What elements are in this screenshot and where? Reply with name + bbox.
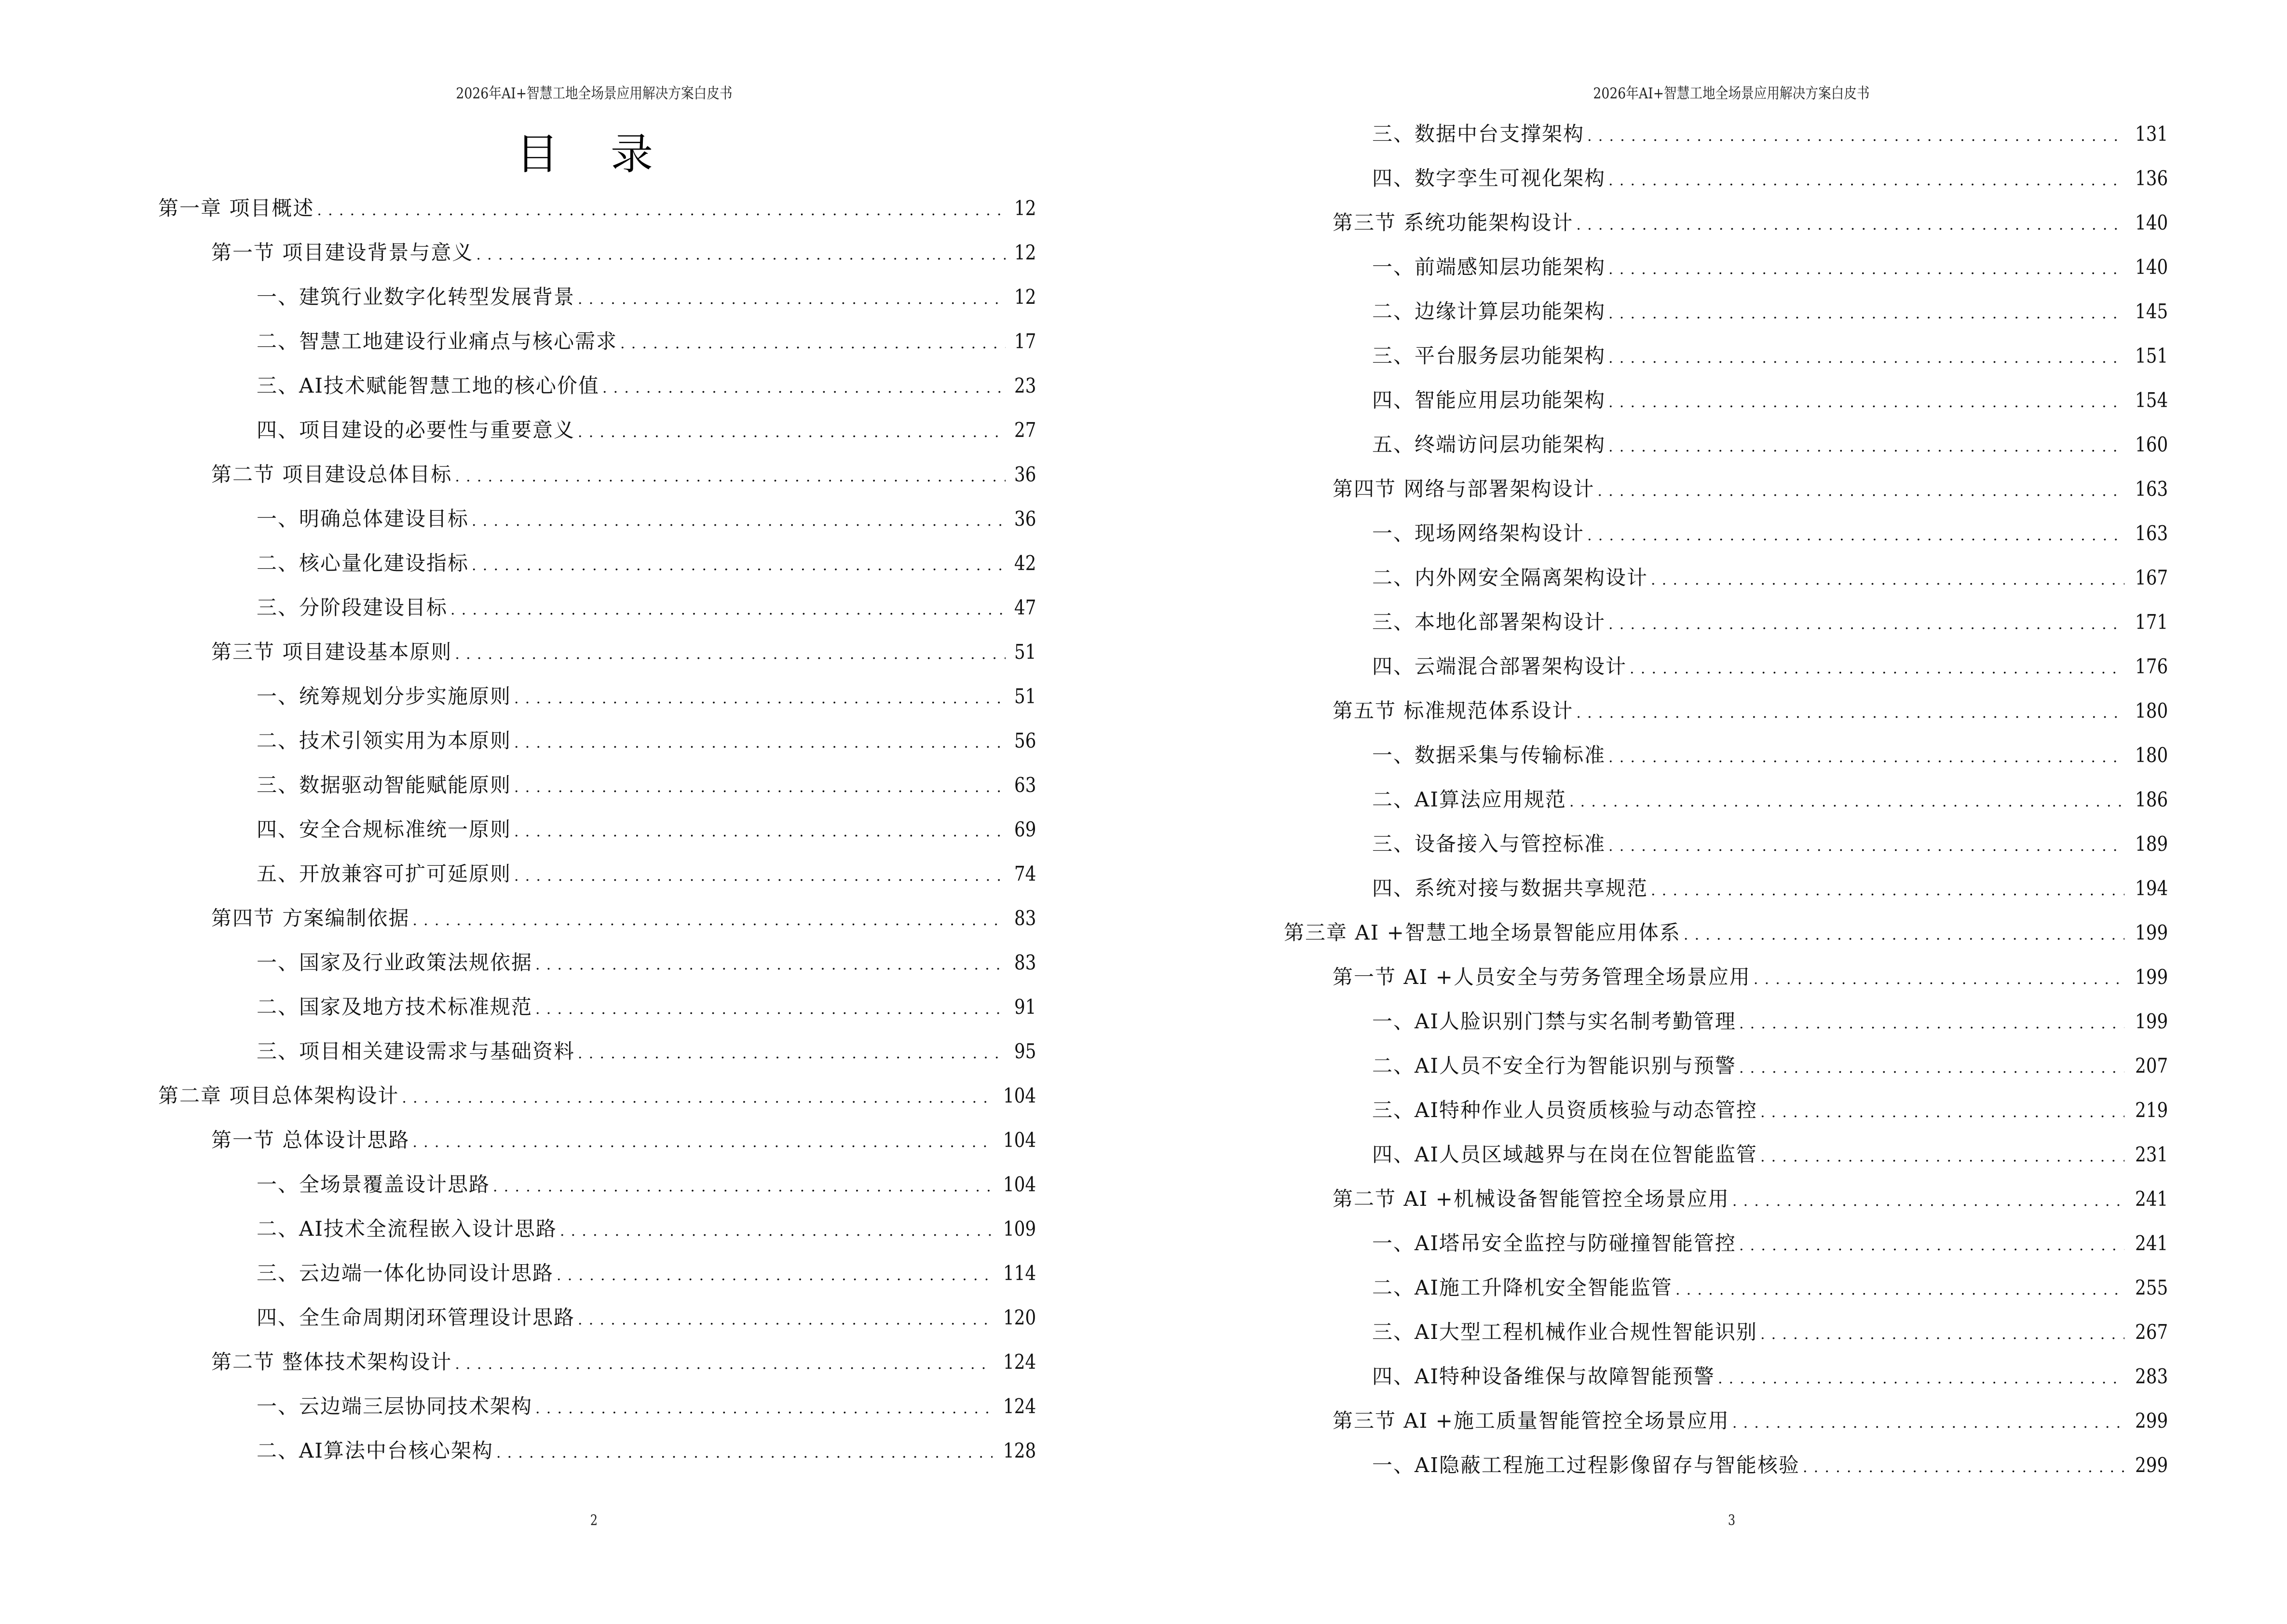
toc-entry-item[interactable] xyxy=(1372,1096,2168,1125)
toc-entry-item[interactable] xyxy=(1372,1007,2168,1036)
dot-leader xyxy=(1576,699,2124,728)
toc-entry-label: 第二节 AI +机械设备智能管控全场景应用 xyxy=(1333,1187,1729,1211)
toc-entry-page: 140 xyxy=(2135,211,2168,234)
toc-entry-item[interactable] xyxy=(1372,297,2168,326)
dot-leader xyxy=(1651,876,2124,905)
dot-leader xyxy=(514,818,1006,846)
toc-entry-page: 255 xyxy=(2135,1276,2168,1299)
toc-entry-page: 199 xyxy=(2135,965,2168,989)
toc-entry-label: 第一章 项目概述 xyxy=(158,196,314,220)
toc-entry-item[interactable] xyxy=(1372,164,2168,193)
toc-entry-page: 131 xyxy=(2135,122,2168,146)
toc-entry-label: 一、现场网络架构设计 xyxy=(1372,521,1585,545)
toc-entry-section[interactable] xyxy=(211,1126,1036,1155)
dot-leader xyxy=(1608,743,2124,772)
toc-entry-page: 91 xyxy=(1014,995,1036,1019)
toc-entry-label: 二、AI技术全流程嵌入设计思路 xyxy=(257,1217,557,1241)
toc-entry-page: 160 xyxy=(2135,433,2168,456)
dot-leader xyxy=(1608,255,2124,284)
running-header: 2026年AI+智慧工地全场景应用解决方案白皮书 xyxy=(1593,85,1870,102)
toc-entry-section[interactable] xyxy=(211,638,1036,667)
dot-leader xyxy=(1569,788,2124,817)
toc-entry-item[interactable] xyxy=(1372,830,2168,859)
toc-entry-label: 二、智慧工地建设行业痛点与核心需求 xyxy=(257,329,618,353)
toc-entry-page: 69 xyxy=(1014,818,1036,841)
toc-entry-label: 一、建筑行业数字化转型发展背景 xyxy=(257,285,575,309)
toc-entry-item[interactable] xyxy=(1372,430,2168,459)
toc-entry-item[interactable] xyxy=(1372,341,2168,370)
toc-entry-item[interactable] xyxy=(1372,741,2168,770)
toc-entry-item[interactable] xyxy=(257,1259,1036,1288)
toc-entry-section[interactable] xyxy=(211,1348,1036,1377)
toc-entry-label: 第二节 项目建设总体目标 xyxy=(211,463,452,486)
dot-leader xyxy=(1732,1187,2124,1216)
toc-entry-item[interactable] xyxy=(1372,1362,2168,1391)
dot-leader xyxy=(317,196,1005,225)
dot-leader xyxy=(1760,1143,2124,1172)
toc-entry-section[interactable] xyxy=(1333,475,2168,504)
toc-entry-page: 167 xyxy=(2135,566,2168,589)
toc-entry-page: 283 xyxy=(2135,1365,2168,1388)
toc-entry-item[interactable] xyxy=(257,1037,1036,1066)
dot-leader xyxy=(1651,566,2124,595)
toc-entry-section[interactable] xyxy=(211,460,1036,489)
dot-leader xyxy=(1803,1453,2124,1482)
toc-entry-page: 231 xyxy=(2135,1143,2168,1166)
dot-leader xyxy=(412,1128,992,1157)
toc-entry-page: 124 xyxy=(1003,1350,1036,1374)
dot-leader xyxy=(602,374,1006,403)
dot-leader xyxy=(455,640,1005,669)
toc-entry-page: 171 xyxy=(2135,610,2168,634)
toc-entry-section[interactable] xyxy=(1333,1185,2168,1214)
toc-entry-item[interactable] xyxy=(257,1392,1036,1421)
toc-entry-label: 四、系统对接与数据共享规范 xyxy=(1372,876,1648,900)
dot-leader xyxy=(514,684,1006,713)
dot-leader xyxy=(1718,1365,2124,1393)
dot-leader xyxy=(476,241,1005,270)
toc-entry-page: 95 xyxy=(1014,1039,1036,1063)
toc-entry-section[interactable] xyxy=(211,904,1036,933)
dot-leader xyxy=(472,551,1006,580)
toc-entry-label: 四、全生命周期闭环管理设计思路 xyxy=(257,1306,575,1329)
toc-entry-label: 三、AI特种作业人员资质核验与动态管控 xyxy=(1372,1098,1757,1122)
dot-leader xyxy=(1630,655,2124,683)
toc-entry-label: 四、智能应用层功能架构 xyxy=(1372,388,1606,412)
dot-leader xyxy=(557,1261,993,1290)
toc-entry-label: 三、云边端一体化协同设计思路 xyxy=(257,1261,554,1285)
toc-entry-label: 三、设备接入与管控标准 xyxy=(1372,832,1606,856)
toc-entry-item[interactable] xyxy=(1372,608,2168,637)
toc-entry-label: 一、明确总体建设目标 xyxy=(257,507,469,531)
toc-entry-page: 104 xyxy=(1003,1173,1036,1196)
toc-entry-label: 四、AI人员区域越界与在岗在位智能监管 xyxy=(1372,1143,1757,1166)
toc-entry-label: 三、项目相关建设需求与基础资料 xyxy=(257,1039,575,1063)
toc-entry-item[interactable] xyxy=(1372,120,2168,149)
toc-entry-item[interactable] xyxy=(1372,1229,2168,1258)
dot-leader xyxy=(514,729,1006,758)
dot-leader xyxy=(535,951,1006,980)
toc-entry-label: 四、云端混合部署架构设计 xyxy=(1372,655,1627,678)
toc-entry-page: 199 xyxy=(2135,921,2168,944)
toc-entry-item[interactable] xyxy=(1372,386,2168,415)
dot-leader xyxy=(1587,521,2124,550)
toc-entry-page: 114 xyxy=(1003,1261,1036,1285)
toc-entry-label: 二、核心量化建设指标 xyxy=(257,551,469,575)
toc-entry-label: 第三节 项目建设基本原则 xyxy=(211,640,452,664)
toc-entry-page: 189 xyxy=(2135,832,2168,856)
toc-entry-item[interactable] xyxy=(1372,1318,2168,1347)
toc-entry-page: 180 xyxy=(2135,743,2168,767)
dot-leader xyxy=(472,507,1006,536)
toc-entry-page: 199 xyxy=(2135,1010,2168,1033)
toc-entry-item[interactable] xyxy=(1372,1273,2168,1302)
dot-leader xyxy=(560,1217,993,1246)
dot-leader xyxy=(514,773,1006,802)
toc-entry-item[interactable] xyxy=(1372,1140,2168,1169)
dot-leader xyxy=(1760,1320,2124,1349)
toc-entry-page: 109 xyxy=(1003,1217,1036,1241)
toc-entry-section[interactable] xyxy=(1333,1406,2168,1435)
toc-entry-item[interactable] xyxy=(257,505,1036,533)
dot-leader xyxy=(1684,921,2124,950)
toc-entry-page: 136 xyxy=(2135,166,2168,190)
toc-entry-label: 一、AI人脸识别门禁与实名制考勤管理 xyxy=(1372,1010,1736,1033)
toc-entry-page: 267 xyxy=(2135,1320,2168,1344)
toc-entry-label: 一、统筹规划分步实施原则 xyxy=(257,684,512,708)
toc-entry-item[interactable] xyxy=(257,1170,1036,1199)
dot-leader xyxy=(1608,166,2124,195)
dot-leader xyxy=(1608,610,2124,639)
toc-entry-section[interactable] xyxy=(1333,963,2168,992)
toc-entry-label: 第一节 项目建设背景与意义 xyxy=(211,241,474,264)
toc-entry-item[interactable] xyxy=(257,593,1036,622)
toc-entry-page: 299 xyxy=(2135,1409,2168,1433)
toc-entry-page: 104 xyxy=(1003,1128,1036,1152)
toc-entry-page: 219 xyxy=(2135,1098,2168,1122)
dot-leader xyxy=(1608,388,2124,417)
toc-entry-page: 63 xyxy=(1014,773,1036,797)
toc-entry-page: 186 xyxy=(2135,788,2168,811)
toc-entry-label: 四、安全合规标准统一原则 xyxy=(257,818,512,841)
toc-entry-page: 241 xyxy=(2135,1187,2168,1211)
dot-leader xyxy=(578,418,1006,447)
toc-entry-label: 五、开放兼容可扩可延原则 xyxy=(257,862,512,886)
toc-entry-label: 一、云边端三层协同技术架构 xyxy=(257,1394,533,1418)
toc-entry-label: 三、平台服务层功能架构 xyxy=(1372,344,1606,368)
dot-leader xyxy=(1739,1054,2124,1083)
toc-entry-item[interactable] xyxy=(257,1436,1036,1465)
toc-entry-label: 五、终端访问层功能架构 xyxy=(1372,433,1606,456)
toc-entry-item[interactable] xyxy=(1372,1051,2168,1080)
dot-leader xyxy=(493,1173,993,1201)
toc-entry-label: 三、本地化部署架构设计 xyxy=(1372,610,1606,634)
toc-entry-label: 一、前端感知层功能架构 xyxy=(1372,255,1606,279)
toc-entry-chapter[interactable] xyxy=(158,1081,1036,1110)
toc-entry-page: 120 xyxy=(1003,1306,1036,1329)
dot-leader xyxy=(496,1439,993,1468)
toc-entry-item[interactable] xyxy=(1372,652,2168,681)
toc-entry-page: 51 xyxy=(1014,684,1036,708)
dot-leader xyxy=(1754,965,2124,994)
toc-entry-label: 四、项目建设的必要性与重要意义 xyxy=(257,418,575,442)
toc-entry-label: 第三节 AI +施工质量智能管控全场景应用 xyxy=(1333,1409,1729,1433)
toc-entry-item[interactable] xyxy=(257,283,1036,312)
dot-leader xyxy=(1760,1098,2124,1127)
toc-entry-label: 三、数据驱动智能赋能原则 xyxy=(257,773,512,797)
toc-entry-chapter[interactable] xyxy=(1284,918,2168,947)
toc-entry-item[interactable] xyxy=(257,327,1036,356)
toc-entry-item[interactable] xyxy=(257,726,1036,755)
toc-entry-page: 194 xyxy=(2135,876,2168,900)
toc-entry-label: 三、AI大型工程机械作业合规性智能识别 xyxy=(1372,1320,1757,1344)
toc-entry-label: 第四节 网络与部署架构设计 xyxy=(1333,477,1595,501)
toc-entry-label: 二、AI算法应用规范 xyxy=(1372,788,1566,811)
toc-entry-label: 二、AI人员不安全行为智能识别与预警 xyxy=(1372,1054,1736,1078)
toc-entry-page: 12 xyxy=(1014,285,1036,309)
toc-entry-label: 三、AI技术赋能智慧工地的核心价值 xyxy=(257,374,599,397)
toc-entry-page: 83 xyxy=(1014,951,1036,974)
toc-entry-page: 17 xyxy=(1014,329,1036,353)
toc-entry-page: 42 xyxy=(1014,551,1036,575)
toc-entry-page: 12 xyxy=(1014,196,1036,220)
toc-entry-item[interactable] xyxy=(257,948,1036,977)
toc-entry-label: 三、数据中台支撑架构 xyxy=(1372,122,1585,146)
dot-leader xyxy=(578,1039,1006,1068)
toc-entry-label: 二、内外网安全隔离架构设计 xyxy=(1372,566,1648,589)
toc-entry-page: 104 xyxy=(1003,1084,1036,1107)
toc-entry-label: 一、国家及行业政策法规依据 xyxy=(257,951,533,974)
toc-entry-page: 299 xyxy=(2135,1453,2168,1477)
toc-entry-page: 124 xyxy=(1003,1394,1036,1418)
toc-entry-item[interactable] xyxy=(1372,253,2168,282)
dot-leader xyxy=(1597,477,2124,506)
toc-entry-item[interactable] xyxy=(257,860,1036,888)
toc-entry-label: 二、技术引领实用为本原则 xyxy=(257,729,512,752)
toc-entry-page: 74 xyxy=(1014,862,1036,886)
toc-entry-page: 151 xyxy=(2135,344,2168,368)
toc-entry-label: 第三节 系统功能架构设计 xyxy=(1333,211,1574,234)
toc-entry-section[interactable] xyxy=(1333,696,2168,725)
toc-entry-page: 128 xyxy=(1003,1439,1036,1462)
toc-entry-item[interactable] xyxy=(257,682,1036,711)
toc-entry-page: 145 xyxy=(2135,300,2168,323)
toc-entry-label: 第三章 AI +智慧工地全场景智能应用体系 xyxy=(1284,921,1681,944)
toc-entry-label: 二、国家及地方技术标准规范 xyxy=(257,995,533,1019)
dot-leader xyxy=(578,285,1006,314)
toc-entry-item[interactable] xyxy=(257,1215,1036,1243)
page-number: 3 xyxy=(1728,1512,1736,1529)
toc-entry-page: 36 xyxy=(1014,507,1036,531)
toc-entry-item[interactable] xyxy=(257,549,1036,578)
toc-entry-item[interactable] xyxy=(1372,519,2168,548)
toc-entry-item[interactable] xyxy=(1372,1451,2168,1480)
toc-entry-label: 第一节 AI +人员安全与劳务管理全场景应用 xyxy=(1333,965,1751,989)
toc-entry-page: 36 xyxy=(1014,463,1036,486)
dot-leader xyxy=(455,1350,992,1379)
toc-entry-item[interactable] xyxy=(257,371,1036,400)
toc-entry-page: 140 xyxy=(2135,255,2168,279)
toc-entry-item[interactable] xyxy=(1372,563,2168,592)
toc-entry-label: 第二节 整体技术架构设计 xyxy=(211,1350,452,1374)
dot-leader xyxy=(1739,1010,2124,1038)
dot-leader xyxy=(535,995,1006,1024)
toc-entry-section[interactable] xyxy=(1333,208,2168,237)
dot-leader xyxy=(578,1306,993,1335)
toc-entry-label: 四、AI特种设备维保与故障智能预警 xyxy=(1372,1365,1715,1388)
toc-entry-page: 176 xyxy=(2135,655,2168,678)
dot-leader xyxy=(1732,1409,2124,1438)
dot-leader xyxy=(1608,344,2124,373)
dot-leader xyxy=(412,906,1005,935)
toc-entry-page: 163 xyxy=(2135,477,2168,501)
toc-entry-label: 三、分阶段建设目标 xyxy=(257,596,448,619)
toc-entry-page: 12 xyxy=(1014,241,1036,264)
dot-leader xyxy=(514,862,1006,891)
toc-entry-page: 207 xyxy=(2135,1054,2168,1078)
dot-leader xyxy=(1608,433,2124,462)
toc-entry-label: 二、AI算法中台核心架构 xyxy=(257,1439,493,1462)
toc-entry-page: 47 xyxy=(1014,596,1036,619)
toc-entry-chapter[interactable] xyxy=(158,194,1036,223)
toc-entry-item[interactable] xyxy=(257,1303,1036,1332)
toc-entry-page: 27 xyxy=(1014,418,1036,442)
toc-entry-label: 一、全场景覆盖设计思路 xyxy=(257,1173,490,1196)
dot-leader xyxy=(455,463,1005,491)
toc-entry-label: 二、边缘计算层功能架构 xyxy=(1372,300,1606,323)
dot-leader xyxy=(1608,300,2124,328)
dot-leader xyxy=(1576,211,2124,240)
dot-leader xyxy=(620,329,1006,358)
toc-entry-page: 154 xyxy=(2135,388,2168,412)
toc-entry-page: 51 xyxy=(1014,640,1036,664)
toc-entry-page: 83 xyxy=(1014,906,1036,930)
toc-entry-label: 一、数据采集与传输标准 xyxy=(1372,743,1606,767)
dot-leader xyxy=(535,1394,993,1423)
toc-title: 目 录 xyxy=(516,129,672,179)
right-page xyxy=(1144,0,2287,1624)
toc-entry-label: 一、AI隐蔽工程施工过程影像留存与智能核验 xyxy=(1372,1453,1800,1477)
toc-entry-label: 第二章 项目总体架构设计 xyxy=(158,1084,399,1107)
dot-leader xyxy=(450,596,1006,625)
toc-entry-item[interactable] xyxy=(257,815,1036,844)
toc-entry-label: 二、AI施工升降机安全智能监管 xyxy=(1372,1276,1673,1299)
toc-entry-label: 第四节 方案编制依据 xyxy=(211,906,410,930)
toc-entry-item[interactable] xyxy=(1372,785,2168,814)
toc-entry-page: 56 xyxy=(1014,729,1036,752)
toc-entry-label: 第一节 总体设计思路 xyxy=(211,1128,410,1152)
toc-entry-item[interactable] xyxy=(1372,874,2168,903)
toc-entry-page: 241 xyxy=(2135,1231,2168,1255)
toc-entry-item[interactable] xyxy=(257,993,1036,1022)
dot-leader xyxy=(1675,1276,2124,1305)
dot-leader xyxy=(1739,1231,2124,1260)
page-number: 2 xyxy=(590,1512,598,1529)
toc-entry-label: 四、数字孪生可视化架构 xyxy=(1372,166,1606,190)
toc-entry-item[interactable] xyxy=(257,416,1036,445)
toc-entry-page: 180 xyxy=(2135,699,2168,723)
toc-entry-page: 163 xyxy=(2135,521,2168,545)
running-header: 2026年AI+智慧工地全场景应用解决方案白皮书 xyxy=(456,85,733,102)
dot-leader xyxy=(402,1084,992,1113)
toc-entry-label: 一、AI塔吊安全监控与防碰撞智能管控 xyxy=(1372,1231,1736,1255)
toc-entry-page: 23 xyxy=(1014,374,1036,397)
toc-entry-item[interactable] xyxy=(257,771,1036,800)
toc-entry-label: 第五节 标准规范体系设计 xyxy=(1333,699,1574,723)
dot-leader xyxy=(1608,832,2124,861)
dot-leader xyxy=(1587,122,2124,151)
toc-entry-section[interactable] xyxy=(211,238,1036,267)
